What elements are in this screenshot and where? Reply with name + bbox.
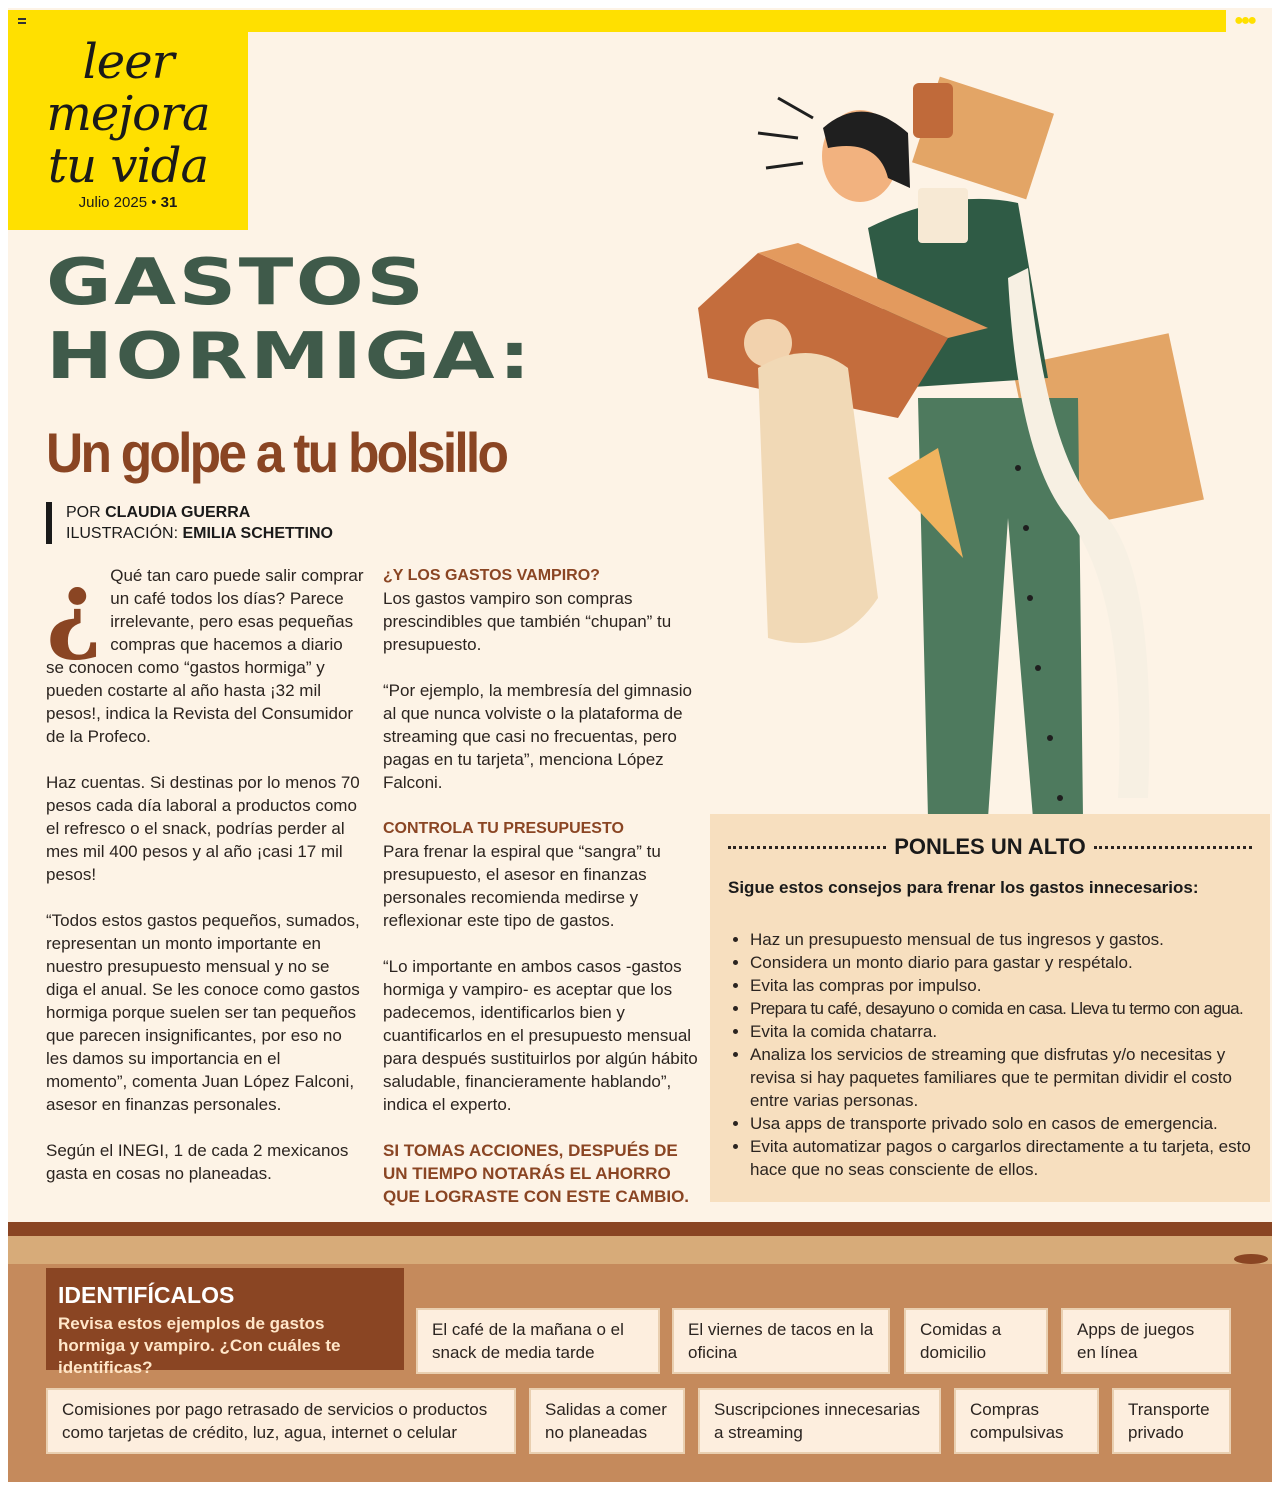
example-chip: Compras compulsivas: [954, 1388, 1099, 1454]
top-accent-bar: [8, 10, 1226, 32]
section-heading: ¿Y LOS GASTOS VAMPIRO?: [383, 567, 600, 584]
article-paragraph: “Todos estos gastos pequeños, sumados, representan un monto importante en nuestro presupuesto mensual y no se diga el anual. Se les conoce como gastos hormiga porque suelen ser tan pequeños que parecen insignificantes, por eso no les damos su importancia en el momento”, comenta Juan López Falconi, asesor en finanzas personales.: [46, 911, 360, 1114]
headline-line: HORMIGA:: [46, 320, 533, 394]
article-paragraph: “Lo importante en ambos casos -gastos hormiga y vampiro- es aceptar que los padecemos, identificarlos bien y cuantificarlos en el presupuesto mensual para después sustituirlos por algún hábito saludable, financieramente hablando”, indica el experto.: [383, 957, 698, 1114]
shopper-illustration: [688, 38, 1248, 818]
example-chip: Transporte privado: [1112, 1388, 1231, 1454]
section-heading: CONTROLA TU PRESUPUESTO: [383, 820, 624, 837]
magazine-page: [8, 8, 1272, 1482]
masthead-title: [8, 36, 248, 192]
tips-intro: Sigue estos consejos para frenar los gastos innecesarios:: [728, 878, 1199, 897]
article-paragraph: Los gastos vampiro son compras prescindibles que también “chupan” tu presupuesto.: [383, 589, 672, 654]
byline: [46, 502, 333, 544]
identify-subtitle: Revisa estos ejemplos de gastos hormiga y vampiro. ¿Con cuáles te identificas?: [58, 1314, 341, 1377]
tips-title: PONLES UN ALTO: [894, 834, 1086, 859]
author-name: CLAUDIA GUERRA: [105, 504, 251, 521]
illustration-prefix: ILUSTRACIÓN:: [66, 525, 183, 542]
tip-item: • Prepara tu café, desayuno o comida en casa. Lleva tu termo con agua.: [750, 997, 1252, 1020]
tip-item: • Evita la comida chatarra.: [750, 1020, 1252, 1043]
tips-list: [750, 928, 1252, 1181]
tip-item: • Evita las compras por impulso.: [750, 974, 1252, 997]
article-paragraph: “Por ejemplo, la membresía del gimnasio al que nunca volviste o la plataforma de streaming que casi no frecuentas, pero pagas en tu tarjeta”, menciona López Falconi.: [383, 681, 692, 792]
article-paragraph: Para frenar la espiral que “sangra” tu presupuesto, el asesor en finanzas personales recomienda medirse y reflexionar este tipo de gastos.: [383, 842, 661, 930]
article-column-2: [383, 564, 701, 1208]
article-paragraph: Haz cuentas. Si destinas por lo menos 70 pesos cada día laboral a productos como el refresco o el snack, podrías perder al mes mil 400 pesos y al año ¡casi 17 mil pesos!: [46, 773, 360, 884]
dotted-divider: [728, 846, 886, 849]
subheadline: Un golpe a tu bolsillo: [46, 421, 507, 484]
article-column-1: [46, 551, 364, 1208]
dotted-divider: [1094, 846, 1252, 849]
headline: [46, 246, 533, 394]
illustrator-name: EMILIA SCHETTINO: [182, 525, 333, 542]
masthead-title-line: leer: [82, 34, 174, 90]
more-dots-icon[interactable]: ●●●: [1234, 12, 1254, 29]
pebble-decoration: [1234, 1254, 1268, 1264]
example-chip: Comisiones por pago retrasado de servicios o productos como tarjetas de crédito, luz, agua, internet o celular: [46, 1388, 516, 1454]
tips-header: [728, 834, 1252, 860]
issue-info: [8, 194, 248, 211]
identify-header: [46, 1268, 404, 1377]
pull-quote: SI TOMAS ACCIONES, DESPUÉS DE UN TIEMPO NOTARÁS EL AHORRO QUE LOGRASTE CON ESTE CAMBIO.: [383, 1141, 690, 1206]
example-chip: Apps de juegos en línea: [1061, 1308, 1231, 1374]
article-paragraph: Según el INEGI, 1 de cada 2 mexicanos gasta en cosas no planeadas.: [46, 1141, 349, 1183]
issue-date: Julio 2025: [78, 194, 148, 211]
masthead-title-line: mejora: [46, 86, 210, 142]
identify-title: IDENTIFÍCALOS: [58, 1282, 235, 1308]
tips-box: [710, 814, 1270, 1202]
example-chip: Suscripciones innecesarias a streaming: [698, 1388, 941, 1454]
tip-item: • Analiza los servicios de streaming que disfrutas y/o necesitas y revisa si hay paquetes familiares que te permitan dividir el costo entre varias personas.: [750, 1043, 1252, 1112]
tip-item: • Usa apps de transporte privado solo en casos de emergencia.: [750, 1112, 1252, 1135]
example-chip: Salidas a comer no planeadas: [529, 1388, 685, 1454]
page-number: 31: [160, 194, 178, 211]
dropcap: ¿: [46, 551, 103, 664]
issue-separator: •: [147, 194, 161, 211]
example-chip: El viernes de tacos en la oficina: [672, 1308, 890, 1374]
menu-icon[interactable]: [18, 18, 26, 24]
masthead: [8, 32, 248, 230]
ground-border: [8, 1222, 1272, 1236]
article-paragraph: [46, 551, 364, 748]
example-chip: El café de la mañana o el snack de media tarde: [416, 1308, 660, 1374]
tip-item: • Evita automatizar pagos o cargarlos directamente a tu tarjeta, esto hace que no seas consciente de ellos.: [750, 1135, 1252, 1181]
byline-prefix: POR: [66, 504, 106, 521]
masthead-title-line: tu vida: [47, 138, 209, 194]
paragraph-text: Qué tan caro puede salir comprar un café todos los días? Parece irrelevante, pero esas pequeñas compras que hacemos a diario se conocen como “gastos hormiga” y pueden costarte al año hasta ¡32 mil pesos!, indica la Revista del Consumidor de la Profeco.: [46, 566, 364, 746]
example-chip: Comidas a domicilio: [904, 1308, 1048, 1374]
headline-line: GASTOS: [46, 246, 427, 320]
tip-item: • Considera un monto diario para gastar y respétalo.: [750, 951, 1252, 974]
tip-item: • Haz un presupuesto mensual de tus ingresos y gastos.: [750, 928, 1252, 951]
